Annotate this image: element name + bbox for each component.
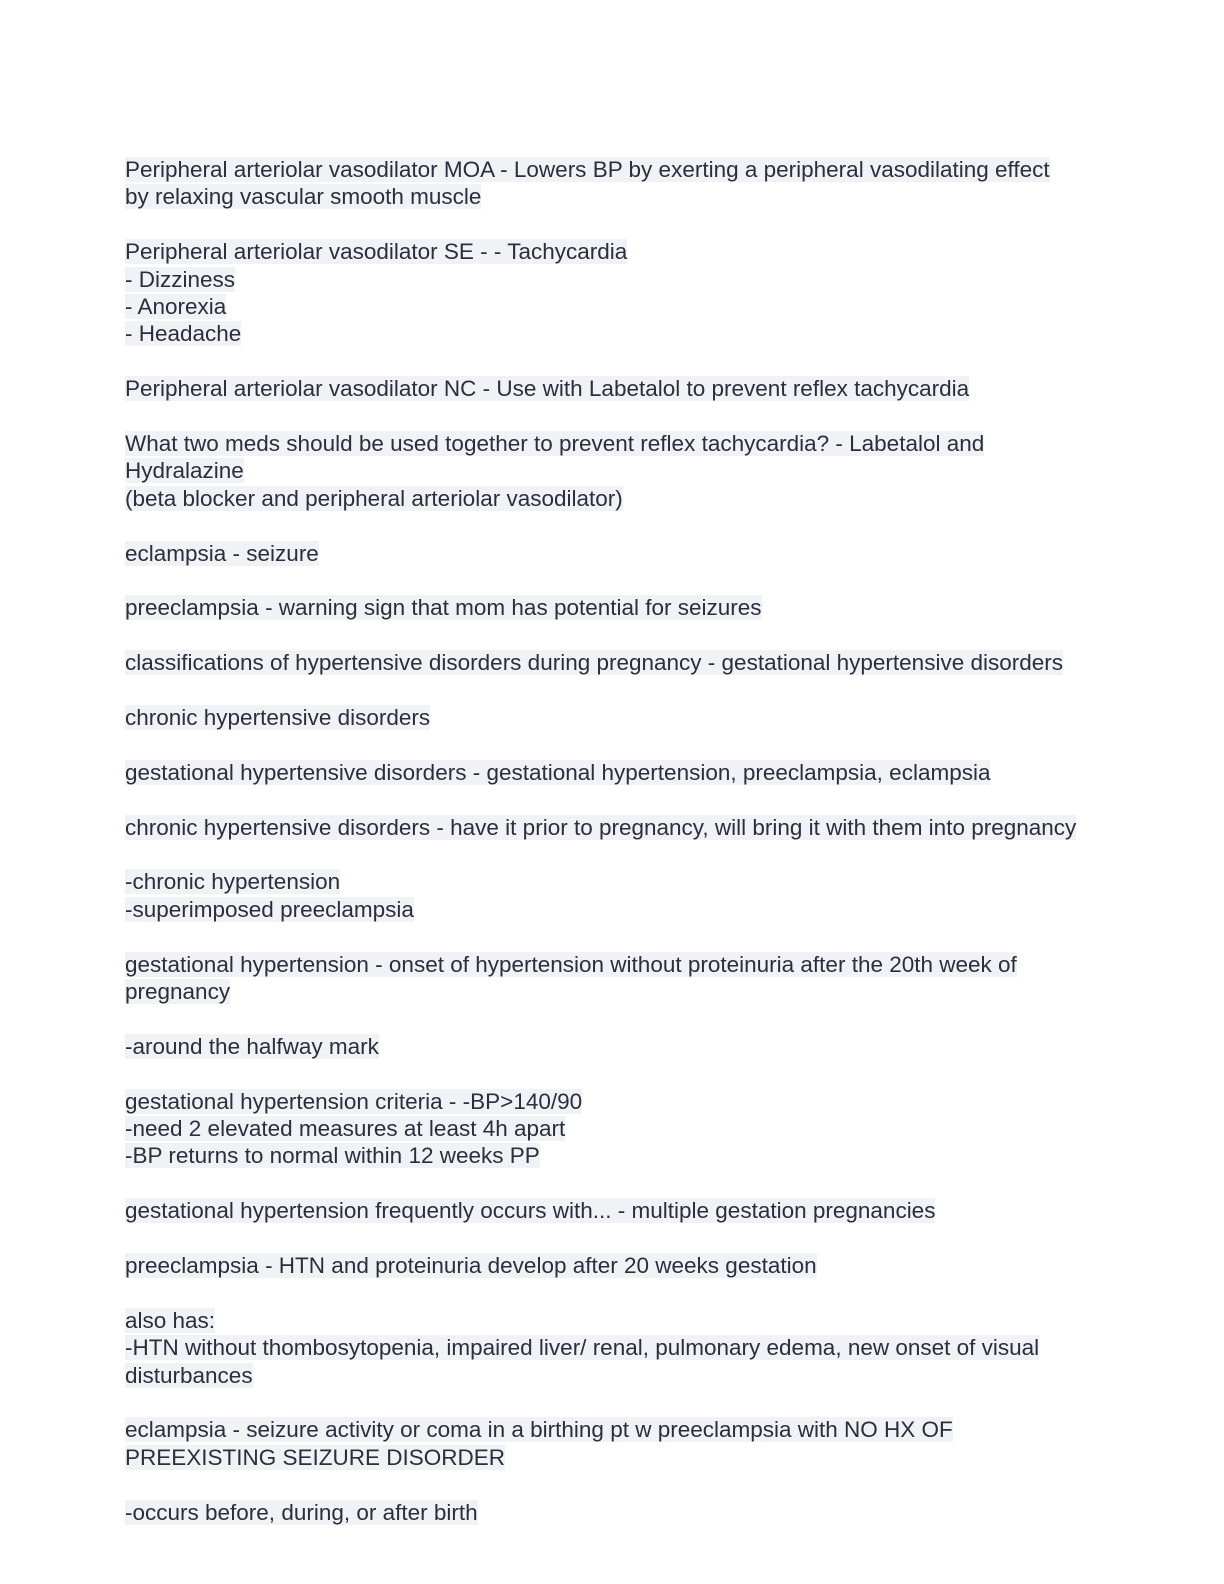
blank-line bbox=[125, 512, 1145, 539]
blank-line bbox=[125, 1005, 1145, 1032]
text-line: -BP returns to normal within 12 weeks PP bbox=[125, 1143, 540, 1169]
blank-line bbox=[125, 1170, 1145, 1197]
blank-line bbox=[125, 923, 1145, 950]
text-line: also has: bbox=[125, 1307, 216, 1333]
text-line: preeclampsia - HTN and proteinuria develop after 20 weeks gestation bbox=[125, 1253, 817, 1279]
blank-line bbox=[125, 403, 1145, 430]
text-line: - Headache bbox=[125, 321, 242, 347]
text-line: What two meds should be used together to prevent reflex tachycardia? - Labetalol and bbox=[125, 431, 985, 457]
text-line: -HTN without thombosytopenia, impaired liver/ renal, pulmonary edema, new onset of visual bbox=[125, 1335, 1040, 1361]
text-line: Peripheral arteriolar vasodilator MOA - Lowers BP by exerting a peripheral vasodilating effect bbox=[125, 157, 1050, 182]
blank-line bbox=[125, 622, 1145, 649]
blank-line bbox=[125, 1279, 1145, 1306]
text-line: - Anorexia bbox=[125, 294, 227, 320]
text-line: disturbances bbox=[125, 1362, 253, 1388]
text-line: gestational hypertensive disorders - gestational hypertension, preeclampsia, eclampsia bbox=[125, 759, 991, 785]
text-line: preeclampsia - warning sign that mom has potential for seizures bbox=[125, 595, 762, 621]
blank-line bbox=[125, 567, 1145, 594]
blank-line bbox=[125, 841, 1145, 868]
text-line: PREEXISTING SEIZURE DISORDER bbox=[125, 1444, 506, 1470]
text-line: gestational hypertension criteria - -BP>140/90 bbox=[125, 1088, 583, 1114]
text-line: -chronic hypertension bbox=[125, 869, 341, 895]
text-line: pregnancy bbox=[125, 979, 231, 1005]
text-line: eclampsia - seizure bbox=[125, 540, 319, 566]
text-line: -occurs before, during, or after birth bbox=[125, 1499, 478, 1525]
text-line: chronic hypertensive disorders bbox=[125, 705, 431, 731]
blank-line bbox=[125, 1471, 1145, 1498]
document-page bbox=[125, 156, 1145, 1526]
text-line: eclampsia - seizure activity or coma in a birthing pt w preeclampsia with NO HX OF bbox=[125, 1417, 953, 1443]
blank-line bbox=[125, 1389, 1145, 1416]
text-line: gestational hypertension frequently occurs with... - multiple gestation pregnancies bbox=[125, 1198, 936, 1224]
blank-line bbox=[125, 1060, 1145, 1087]
text-line: chronic hypertensive disorders - have it prior to pregnancy, will bring it with them into pregnancy bbox=[125, 814, 1077, 840]
text-line: Peripheral arteriolar vasodilator NC - Use with Labetalol to prevent reflex tachycardia bbox=[125, 376, 970, 402]
text-line: Hydralazine bbox=[125, 458, 244, 484]
blank-line bbox=[125, 786, 1145, 813]
text-line: classifications of hypertensive disorders during pregnancy - gestational hypertensive disorders bbox=[125, 650, 1063, 676]
text-line: - Dizziness bbox=[125, 266, 236, 292]
text-line: by relaxing vascular smooth muscle bbox=[125, 184, 482, 210]
text-line: gestational hypertension - onset of hypertension without proteinuria after the 20th week of bbox=[125, 951, 1017, 977]
text-line: (beta blocker and peripheral arteriolar vasodilator) bbox=[125, 485, 623, 511]
text-line: -need 2 elevated measures at least 4h apart bbox=[125, 1116, 566, 1142]
text-line: -superimposed preeclampsia bbox=[125, 896, 414, 922]
blank-line bbox=[125, 1225, 1145, 1252]
blank-line bbox=[125, 731, 1145, 758]
text-line: Peripheral arteriolar vasodilator SE - - Tachycardia bbox=[125, 239, 628, 265]
blank-line bbox=[125, 348, 1145, 375]
blank-line bbox=[125, 211, 1145, 238]
blank-line bbox=[125, 677, 1145, 704]
text-line: -around the halfway mark bbox=[125, 1033, 379, 1059]
